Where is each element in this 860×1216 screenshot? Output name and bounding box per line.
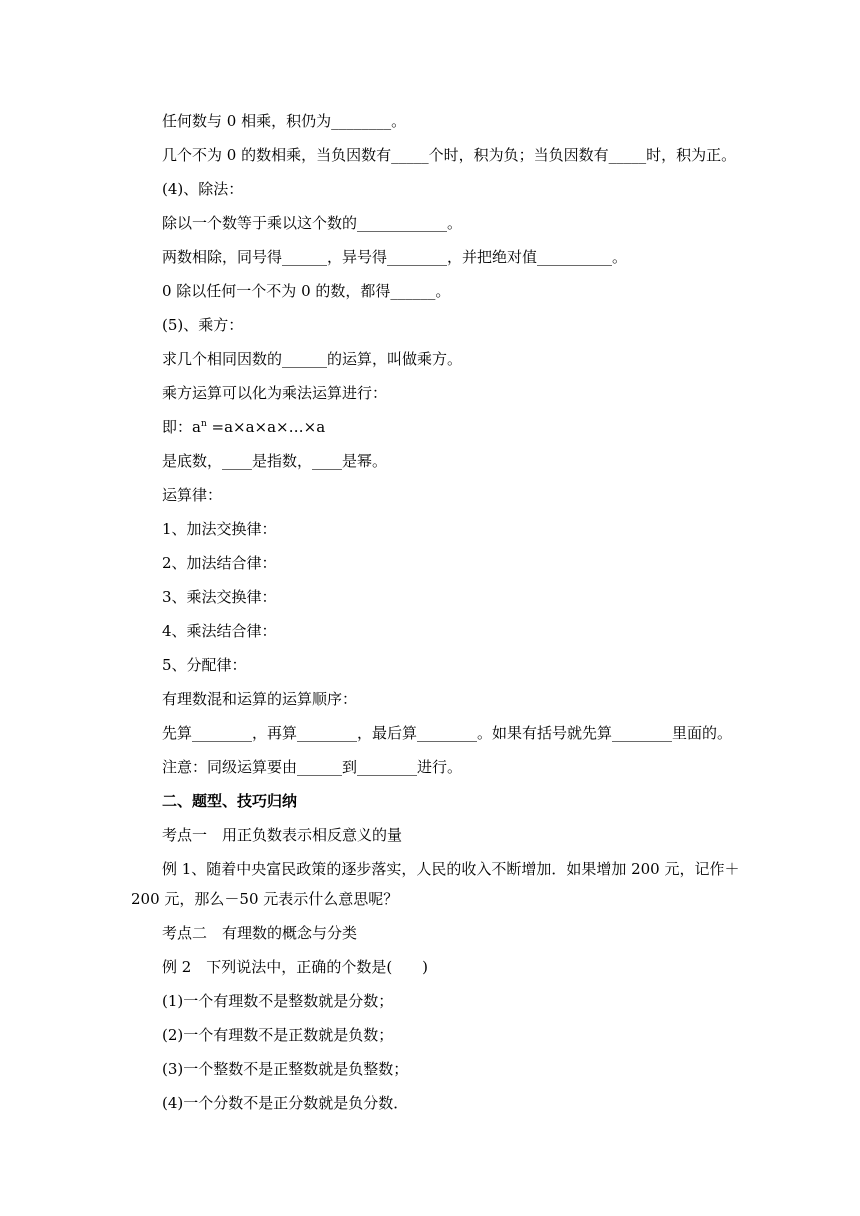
fill-blank-base-exponent: 是底数，____是指数，____是幂。 bbox=[162, 452, 388, 470]
fill-blank-power-definition: 求几个相同因数的______的运算，叫做乘方。 bbox=[162, 350, 463, 368]
heading-laws: 运算律： bbox=[162, 486, 223, 504]
fill-blank-division-reciprocal: 除以一个数等于乘以这个数的____________。 bbox=[162, 214, 463, 232]
section-heading-question-types: 二、题型、技巧归纳 bbox=[162, 792, 298, 810]
law-multiplication-commutative: 3、乘法交换律： bbox=[162, 588, 277, 606]
example-1-text-line-2: 200 元，那么－50 元表示什么意思呢？ bbox=[131, 890, 399, 908]
law-multiplication-associative: 4、乘法结合律： bbox=[162, 622, 277, 640]
example-1-text-line-1: 例 1、随着中央富民政策的逐步落实，人民的收入不断增加．如果增加 200 元，记作＋ bbox=[162, 860, 740, 878]
law-addition-commutative: 1、加法交换律： bbox=[162, 520, 277, 538]
fill-blank-division-signs: 两数相除，同号得______，异号得________，并把绝对值__________。 bbox=[162, 248, 628, 266]
formula-prefix: 即：a bbox=[162, 418, 201, 436]
law-addition-associative: 2、加法结合律： bbox=[162, 554, 277, 572]
heading-division: (4)、除法： bbox=[162, 180, 244, 198]
fill-blank-operation-order: 先算________，再算________，最后算________。如果有括号就先算________里面的。 bbox=[162, 724, 733, 742]
example-2-statement-2: (2)一个有理数不是正数就是负数； bbox=[162, 1026, 394, 1044]
heading-power: (5)、乘方： bbox=[162, 316, 244, 334]
formula-expansion: =a×a×a×…×a bbox=[206, 418, 326, 436]
example-2-statement-3: (3)一个整数不是正整数就是负整数； bbox=[162, 1060, 409, 1078]
power-formula bbox=[162, 417, 325, 437]
topic-1-heading: 考点一 用正负数表示相反意义的量 bbox=[162, 826, 403, 844]
formula-exponent: n bbox=[200, 419, 207, 429]
heading-operation-order: 有理数混和运算的运算顺序： bbox=[162, 690, 358, 708]
topic-2-heading: 考点二 有理数的概念与分类 bbox=[162, 924, 358, 942]
law-distributive: 5、分配律： bbox=[162, 656, 247, 674]
fill-blank-same-level-note: 注意：同级运算要由______到________进行。 bbox=[162, 758, 463, 776]
example-2-question: 例 2 下列说法中，正确的个数是( ) bbox=[162, 958, 429, 976]
example-2-statement-4: (4)一个分数不是正分数就是负分数． bbox=[162, 1094, 409, 1112]
power-to-multiplication-text: 乘方运算可以化为乘法运算进行： bbox=[162, 384, 388, 402]
fill-blank-multiply-zero: 任何数与 0 相乘，积仍为________。 bbox=[162, 112, 407, 130]
example-2-statement-1: (1)一个有理数不是整数就是分数； bbox=[162, 992, 394, 1010]
fill-blank-zero-divided: 0 除以任何一个不为 0 的数，都得______。 bbox=[162, 282, 451, 300]
fill-blank-negative-factors: 几个不为 0 的数相乘，当负因数有_____个时，积为负；当负因数有_____时，积为正。 bbox=[162, 146, 737, 164]
